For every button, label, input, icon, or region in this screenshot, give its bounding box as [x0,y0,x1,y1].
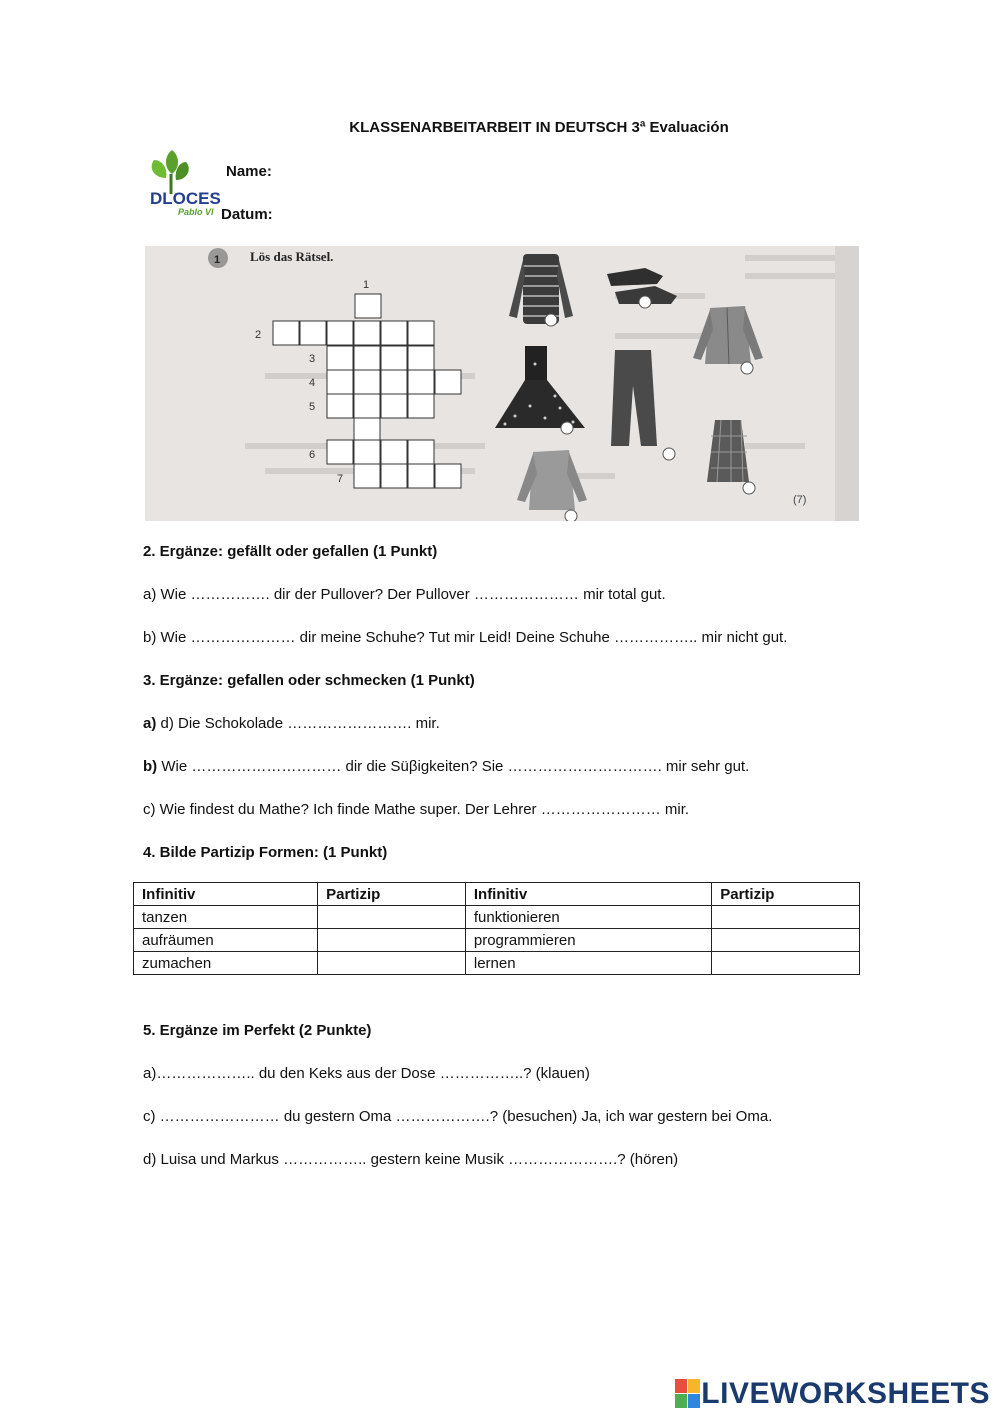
exercise3-line-b [143,758,749,775]
clue-number-3: 3 [309,353,316,365]
jeans-illustration [611,350,675,460]
liveworksheets-icon [675,1379,701,1409]
exercise3-heading: 3. Ergänze: gefallen oder schmecken (1 Punkt) [143,672,475,689]
sweater-illustration [509,254,573,326]
exercise5-line-d: d) Luisa und Markus …………….. gestern keine Musik ………………….? (hören) [143,1151,679,1168]
table-cell: lernen [465,952,711,975]
name-label: Name: [226,163,272,180]
exercise3-line-b-prefix: b) [143,758,158,775]
clue-number-4: 4 [309,377,316,389]
table-header: Partizip [712,883,860,906]
answer-cell[interactable] [712,906,860,929]
table-row [134,906,860,929]
answer-cell[interactable] [318,952,466,975]
table-row [134,952,860,975]
exercise2-heading: 2. Ergänze: gefällt oder gefallen (1 Punkt) [143,543,438,560]
skirt-illustration [707,420,755,494]
exercise2-line-b: b) Wie ………………… dir meine Schuhe? Tut mir Leid! Deine Schuhe …………….. mir nicht gut. [143,629,788,646]
page-title: KLASSENARBEITARBEIT IN DEUTSCH 3ª Evaluación [349,119,729,136]
table-cell: programmieren [465,929,711,952]
table-row [134,929,860,952]
exercise5-line-a: a)……………….. du den Keks aus der Dose ……………..? (klauen) [143,1065,590,1082]
exercise3-line-a-text: d) Die Schokolade ……………………. mir. [156,715,440,732]
table-header: Infinitiv [465,883,711,906]
answer-cell[interactable] [318,929,466,952]
table-cell: tanzen [134,906,318,929]
table-header: Partizip [318,883,466,906]
dress-illustration [495,346,585,434]
table-cell: funktionieren [465,906,711,929]
shirt-illustration [517,450,587,521]
exercise-number: 1 [214,254,221,266]
table-cell: zumachen [134,952,318,975]
exercise3-line-c: c) Wie findest du Mathe? Ich finde Mathe super. Der Lehrer …………………… mir. [143,801,690,818]
school-logo [142,138,232,228]
logo-text: DLOCES [150,189,221,208]
exercise5-line-c: c) …………………… du gestern Oma ……………….? (besuchen) Ja, ich war gestern bei Oma. [143,1108,773,1125]
exercise1-points: (7) [793,494,807,506]
answer-cell[interactable] [712,952,860,975]
exercise-title: Lös das Rätsel. [250,249,334,264]
clue-number-6: 6 [309,449,316,461]
answer-cell[interactable] [318,906,466,929]
table-header-row [134,883,860,906]
logo-subtext: Pablo VI [178,207,214,217]
partizip-table [133,882,860,975]
date-label: Datum: [221,206,273,223]
exercise3-line-a-prefix: a) [143,715,157,732]
clue-number-2: 2 [255,329,262,341]
shoes-illustration [607,268,677,308]
table-header: Infinitiv [134,883,318,906]
crossword-exercise-image [145,246,859,521]
exercise3-line-a [143,715,440,732]
answer-cell[interactable] [712,929,860,952]
clue-number-1: 1 [363,279,370,291]
liveworksheets-brand [675,1374,990,1414]
clue-number-5: 5 [309,401,316,413]
table-cell: aufräumen [134,929,318,952]
exercise4-heading: 4. Bilde Partizip Formen: (1 Punkt) [143,844,388,861]
exercise2-line-a: a) Wie ……………. dir der Pullover? Der Pullover ………………… mir total gut. [143,586,666,603]
exercise5-heading: 5. Ergänze im Perfekt (2 Punkte) [143,1022,372,1039]
liveworksheets-text: LIVEWORKSHEETS [701,1377,990,1410]
exercise3-line-b-text: Wie ………………………… dir die Süβigkeiten? Sie …………………………. mir sehr gut. [157,758,750,775]
jacket-illustration [693,306,763,374]
clue-number-7: 7 [337,473,344,485]
